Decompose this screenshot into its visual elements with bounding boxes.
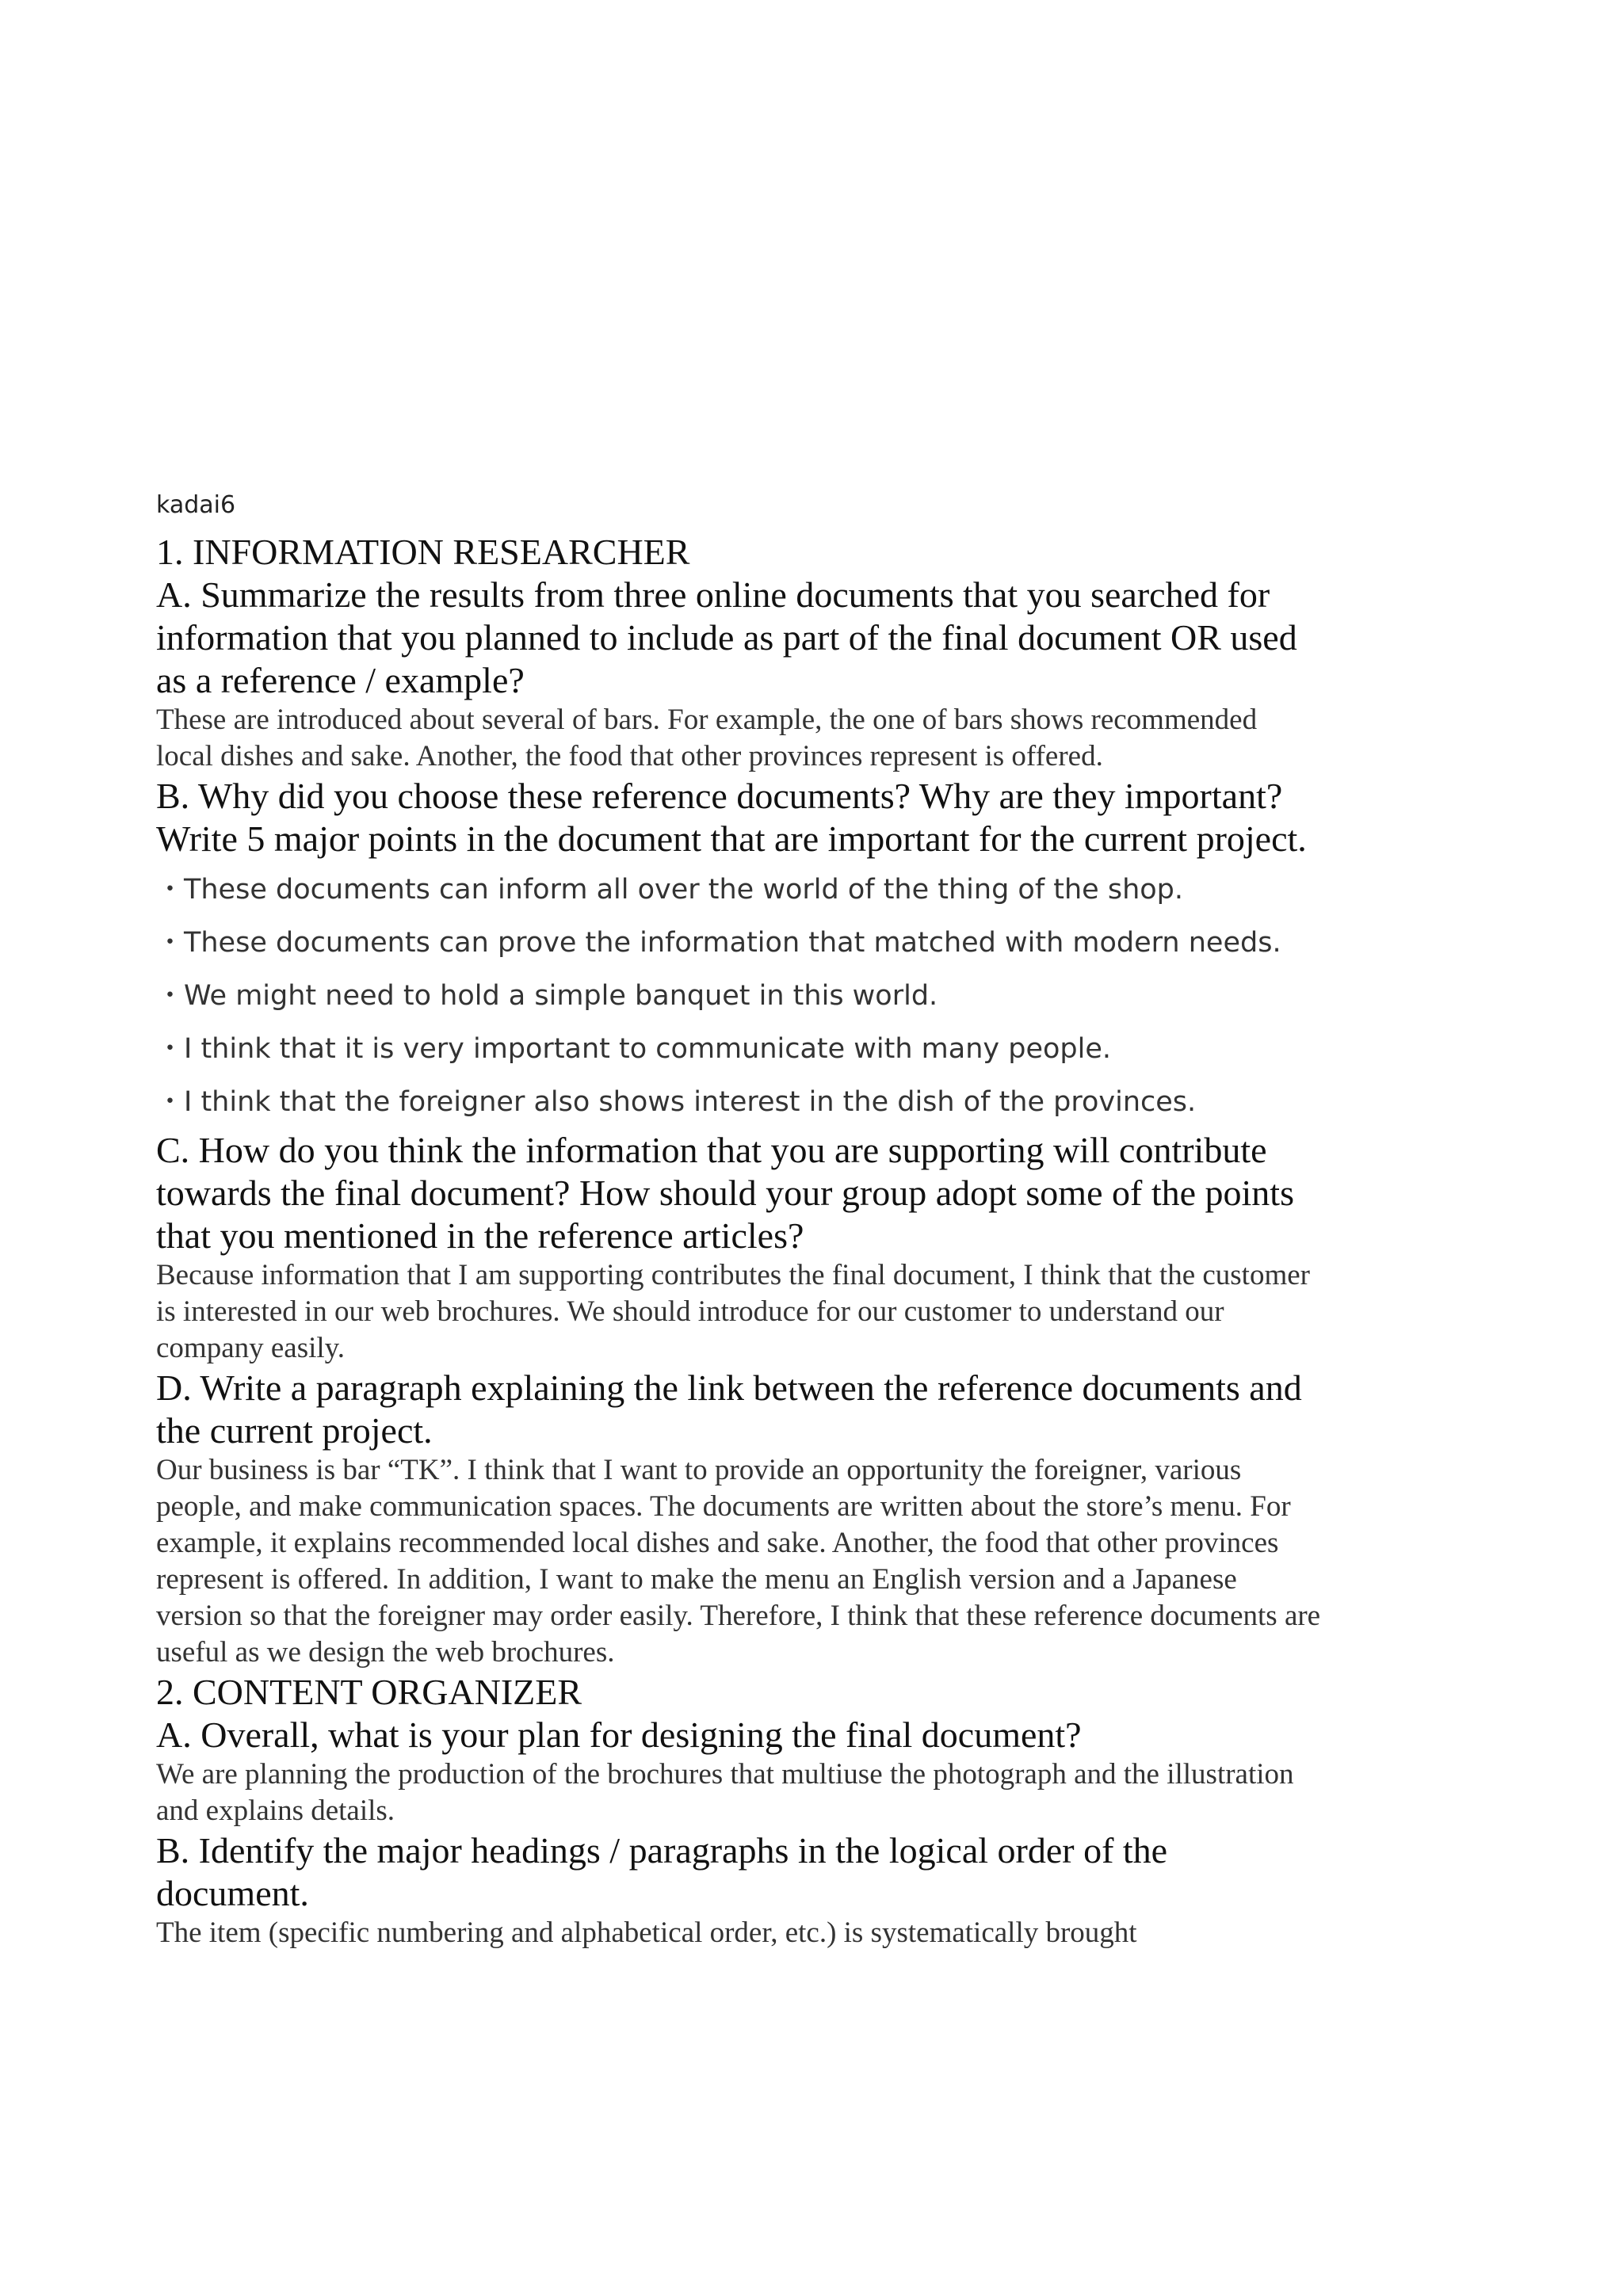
answer-2a: We are planning the production of the brochures that multiuse the photograph and the illustration and explains details. xyxy=(156,1758,1294,1827)
list-item: ・We might need to hold a simple banquet in this world. xyxy=(156,980,938,1012)
answer-2b: The item (specific numbering and alphabetical order, etc.) is systematically brought xyxy=(156,1917,1137,1949)
section-heading-information-researcher: 1. INFORMATION RESEARCHER xyxy=(156,532,690,572)
question-1b: B. Why did you choose these reference documents? Why are they important? Write 5 major points in the document that are important for the current project. xyxy=(156,776,1307,859)
important-points-list xyxy=(156,864,1321,1129)
list-item: ・These documents can prove the information that matched with modern needs. xyxy=(156,927,1281,959)
answer-1d: Our business is bar “TK”. I think that I want to provide an opportunity the foreigner, various people, and make communication spaces. The documents are written about the store’s menu. For example, it explains recommended local dishes and sake. Another, the food that other provinces represent is offered. In addition, I want to make the menu an English version and a Japanese version so that the foreigner may order easily. Therefore, I think that these reference documents are useful as we design the web brochures. xyxy=(156,1454,1321,1669)
section-heading-content-organizer: 2. CONTENT ORGANIZER xyxy=(156,1672,582,1712)
list-item: ・I think that the foreigner also shows interest in the dish of the provinces. xyxy=(156,1086,1197,1118)
document-page xyxy=(156,491,1321,1951)
list-item: ・I think that it is very important to communicate with many people. xyxy=(156,1033,1112,1065)
question-1a: A. Summarize the results from three online documents that you searched for information that you planned to include as part of the final document OR used as a reference / example? xyxy=(156,574,1297,700)
answer-1c: Because information that I am supporting contributes the final document, I think that the customer is interested in our web brochures. We should introduce for our customer to understand our company easily. xyxy=(156,1259,1310,1364)
question-1d: D. Write a paragraph explaining the link between the reference documents and the current project. xyxy=(156,1367,1302,1451)
document-title: kadai6 xyxy=(156,491,236,519)
question-1c: C. How do you think the information that you are supporting will contribute towards the final document? How should your group adopt some of the points that you mentioned in the reference articles? xyxy=(156,1130,1294,1256)
question-2b: B. Identify the major headings / paragraphs in the logical order of the document. xyxy=(156,1830,1168,1913)
list-item: ・These documents can inform all over the world of the thing of the shop. xyxy=(156,874,1184,906)
answer-1a: These are introduced about several of bars. For example, the one of bars shows recommended local dishes and sake. Another, the food that other provinces represent is offered. xyxy=(156,704,1258,772)
question-2a: A. Overall, what is your plan for designing the final document? xyxy=(156,1714,1082,1755)
